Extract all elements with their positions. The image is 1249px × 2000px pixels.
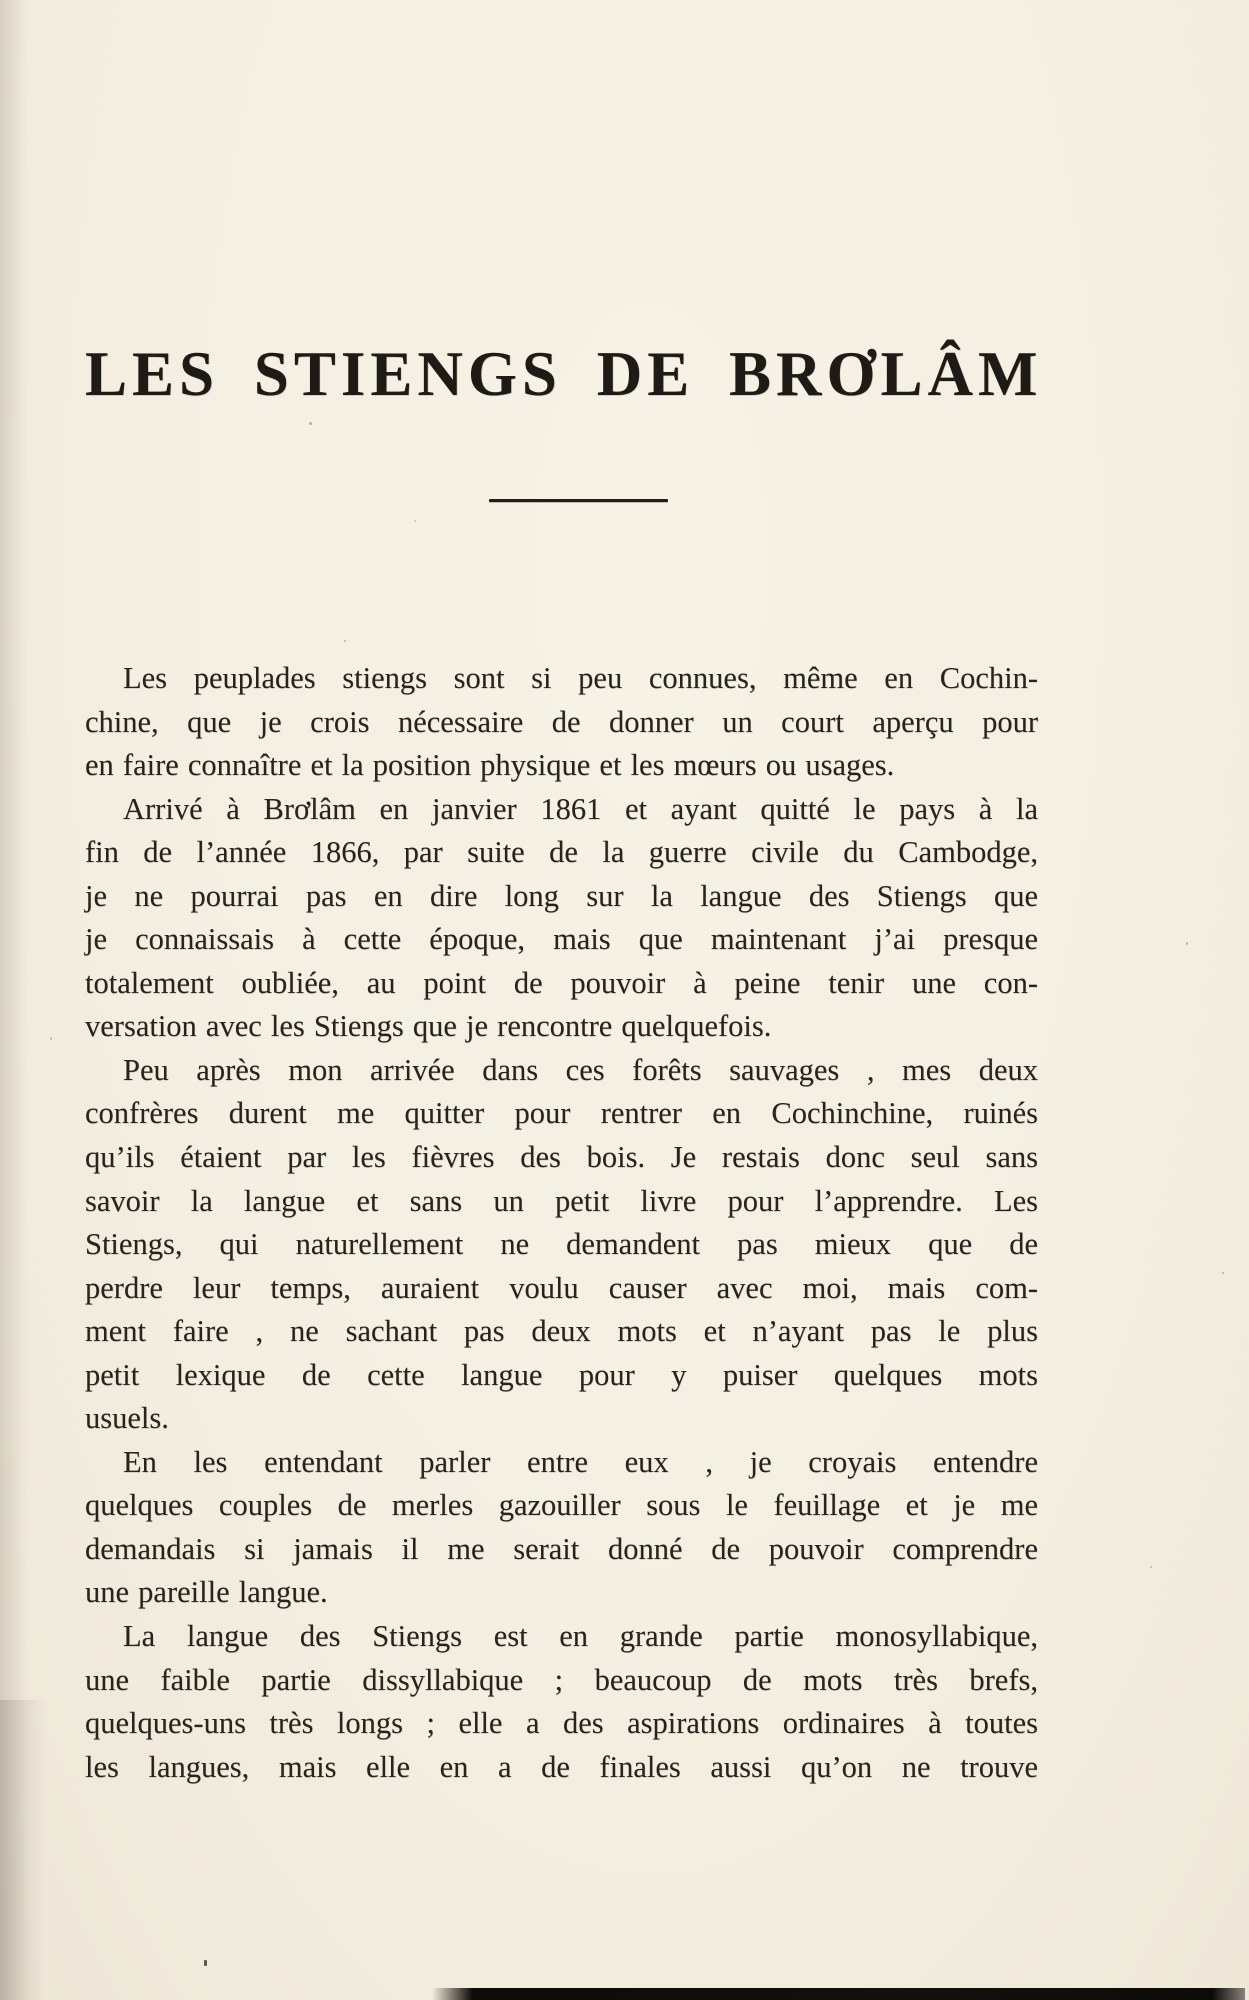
text-line: totalement oubliée, au point de pouvoir à peine tenir une con- xyxy=(85,965,1038,1000)
text-line: qu’ils étaient par les fièvres des bois. Je restais donc seul sans xyxy=(85,1140,1038,1175)
text-line: versation avec les Stiengs que je rencontre quelquefois. xyxy=(85,1009,772,1044)
ink-speckle xyxy=(1186,942,1188,945)
text-line: petit lexique de cette langue pour y puiser quelques mots xyxy=(85,1357,1038,1392)
text-line: une pareille langue. xyxy=(85,1575,328,1610)
text-line: quelques-uns très longs ; elle a des aspirations ordinaires à toutes xyxy=(85,1706,1038,1741)
text-line: perdre leur temps, auraient voulu causer avec moi, mais com- xyxy=(85,1270,1038,1305)
text-line: Peu après mon arrivée dans ces forêts sauvages , mes deux xyxy=(123,1052,1038,1087)
page-corner-shadow xyxy=(0,1700,46,2000)
text-line: En les entendant parler entre eux , je croyais entendre xyxy=(123,1444,1038,1479)
text-line: je ne pourrai pas en dire long sur la langue des Stiengs que xyxy=(85,878,1038,913)
text-line: La langue des Stiengs est en grande partie monosyllabique, xyxy=(123,1619,1038,1654)
text-line: les langues, mais elle en a de finales aussi qu’on ne trouve xyxy=(85,1749,1038,1784)
ink-speckle xyxy=(50,1037,52,1040)
text-line: savoir la langue et sans un petit livre pour l’apprendre. Les xyxy=(85,1183,1038,1218)
text-line: en faire connaître et la position physique et les mœurs ou usages. xyxy=(85,748,895,783)
title-divider xyxy=(489,499,668,502)
ink-speckle xyxy=(204,1960,207,1966)
ink-speckle xyxy=(1150,1566,1152,1568)
ink-speckle xyxy=(344,640,346,642)
text-line: je connaissais à cette époque, mais que maintenant j’ai presque xyxy=(85,922,1038,957)
text-line: Arrivé à Brơlâm en janvier 1861 et ayant quitté le pays à la xyxy=(123,791,1038,826)
text-line: Stiengs, qui naturellement ne demandent pas mieux que de xyxy=(85,1227,1038,1262)
text-line: Les peuplades stiengs sont si peu connues, même en Cochin- xyxy=(123,661,1038,695)
text-line: demandais si jamais il me serait donné de pouvoir comprendre xyxy=(85,1531,1038,1566)
ink-speckle xyxy=(1222,1272,1224,1274)
text-line: fin de l’année 1866, par suite de la guerre civile du Cambodge, xyxy=(85,835,1038,870)
page-title: LES STIENGS DE BRƠLÂM xyxy=(85,339,1043,409)
ink-speckle xyxy=(309,422,312,425)
text-line: quelques couples de merles gazouiller sous le feuillage et je me xyxy=(85,1488,1038,1523)
text-line: chine, que je crois nécessaire de donner un court aperçu pour xyxy=(85,704,1038,739)
text-line: ment faire , ne sachant pas deux mots et n’ayant pas le plus xyxy=(85,1314,1038,1349)
scan-bottom-shadow xyxy=(432,1988,1245,2000)
page-text xyxy=(85,657,1038,1789)
ink-speckle xyxy=(414,520,416,522)
text-line: une faible partie dissyllabique ; beaucoup de mots très brefs, xyxy=(85,1662,1038,1697)
text-line: usuels. xyxy=(85,1401,169,1436)
text-line: confrères durent me quitter pour rentrer en Cochinchine, ruinés xyxy=(85,1096,1038,1131)
